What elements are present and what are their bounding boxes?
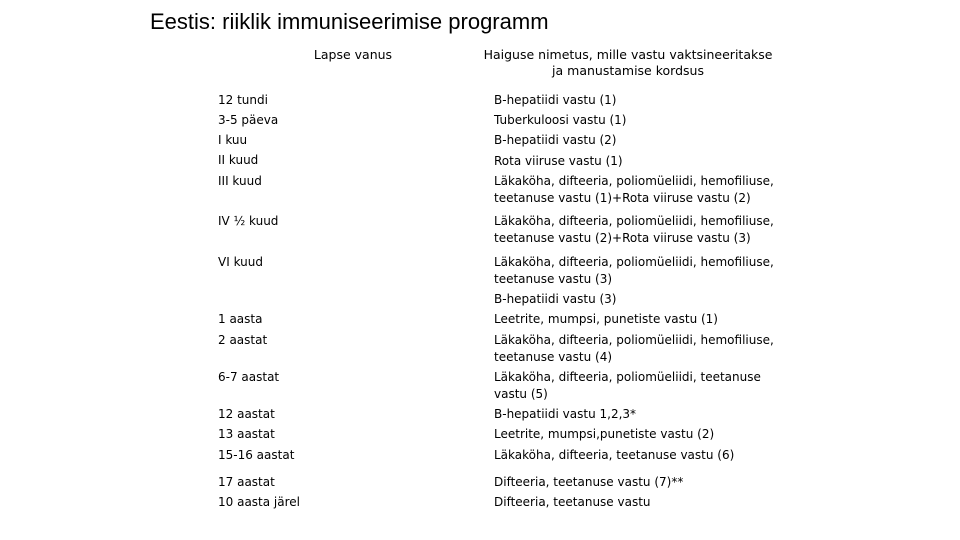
disease-cell: Läkaköha, difteeria, poliomüeliidi, hemofiliuse, bbox=[494, 214, 774, 228]
age-cell: 10 aasta järel bbox=[218, 495, 300, 509]
age-cell: 12 aastat bbox=[218, 407, 275, 421]
disease-cell: B-hepatiidi vastu (2) bbox=[494, 133, 617, 147]
age-cell: VI kuud bbox=[218, 255, 263, 269]
age-cell: II kuud bbox=[218, 153, 259, 167]
header-disease-line: Haiguse nimetus, mille vastu vaktsineeritakse bbox=[483, 47, 773, 62]
age-cell: 3-5 päeva bbox=[218, 113, 279, 127]
disease-cell: B-hepatiidi vastu 1,2,3* bbox=[494, 407, 637, 421]
age-cell: 12 tundi bbox=[218, 93, 268, 107]
disease-cell: Rota viiruse vastu (1) bbox=[494, 154, 623, 168]
age-cell: III kuud bbox=[218, 174, 262, 188]
slide-title: Eestis: riiklik immuniseerimise programm bbox=[150, 9, 549, 34]
disease-cell: B-hepatiidi vastu (3) bbox=[494, 292, 617, 306]
disease-cell: Läkaköha, difteeria, poliomüeliidi, hemofiliuse, bbox=[494, 255, 774, 269]
disease-cell: teetanuse vastu (3) bbox=[494, 272, 613, 286]
disease-cell: B-hepatiidi vastu (1) bbox=[494, 93, 617, 107]
disease-cell: Läkaköha, difteeria, poliomüeliidi, hemofiliuse, bbox=[494, 174, 774, 188]
disease-cell: Leetrite, mumpsi, punetiste vastu (1) bbox=[494, 312, 718, 326]
age-cell: 17 aastat bbox=[218, 475, 275, 489]
disease-cell: Difteeria, teetanuse vastu (7)** bbox=[494, 475, 684, 489]
disease-cell: Läkaköha, difteeria, teetanuse vastu (6) bbox=[494, 448, 735, 462]
age-cell: 15-16 aastat bbox=[218, 448, 295, 462]
disease-cell: teetanuse vastu (2)+Rota viiruse vastu (3) bbox=[494, 231, 751, 245]
header-disease-line: ja manustamise kordsus bbox=[552, 63, 704, 78]
disease-cell: Läkaköha, difteeria, poliomüeliidi, hemofiliuse, bbox=[494, 333, 774, 347]
header-child-age: Lapse vanus bbox=[313, 47, 393, 62]
header-disease bbox=[480, 47, 776, 79]
disease-cell: Leetrite, mumpsi,punetiste vastu (2) bbox=[494, 427, 715, 441]
disease-cell: Läkaköha, difteeria, poliomüeliidi, teetanuse bbox=[494, 370, 761, 384]
age-cell: 13 aastat bbox=[218, 427, 275, 441]
disease-cell: Tuberkuloosi vastu (1) bbox=[494, 113, 627, 127]
disease-cell: Difteeria, teetanuse vastu bbox=[494, 495, 651, 509]
disease-cell: vastu (5) bbox=[494, 387, 548, 401]
disease-cell: teetanuse vastu (4) bbox=[494, 350, 613, 364]
age-cell: IV ½ kuud bbox=[218, 214, 279, 228]
age-cell: I kuu bbox=[218, 133, 248, 147]
age-cell: 2 aastat bbox=[218, 333, 268, 347]
disease-cell: teetanuse vastu (1)+Rota viiruse vastu (2) bbox=[494, 191, 751, 205]
age-cell: 1 aasta bbox=[218, 312, 263, 326]
age-cell: 6-7 aastat bbox=[218, 370, 280, 384]
